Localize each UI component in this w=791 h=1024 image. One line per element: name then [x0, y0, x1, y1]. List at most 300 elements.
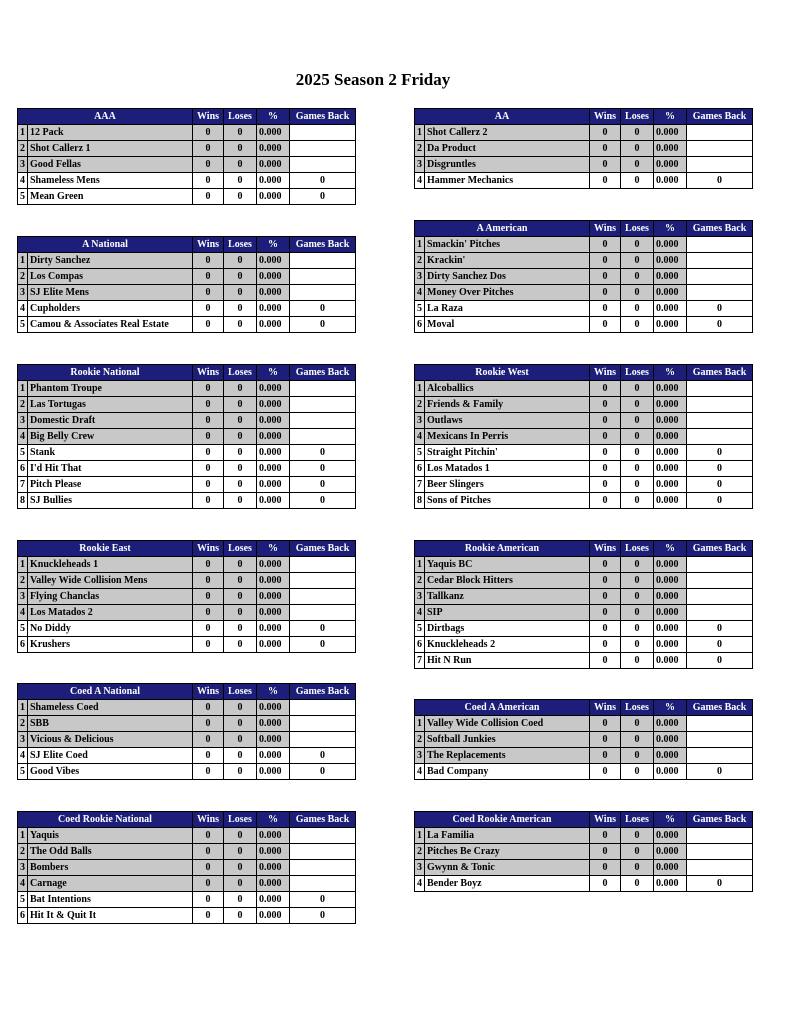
pct-cell: 0.000 — [257, 397, 290, 413]
table-row — [18, 605, 356, 621]
team-name-cell: SJ Bullies — [28, 493, 193, 509]
pct-cell: 0.000 — [257, 461, 290, 477]
rank-cell: 4 — [415, 876, 425, 892]
rank-cell: 1 — [415, 828, 425, 844]
wins-cell: 0 — [193, 892, 224, 908]
games-back-cell — [687, 748, 753, 764]
rank-cell: 3 — [18, 589, 28, 605]
rank-cell: 4 — [18, 748, 28, 764]
loses-cell: 0 — [224, 732, 257, 748]
loses-cell: 0 — [621, 269, 654, 285]
team-name-cell: 12 Pack — [28, 125, 193, 141]
wins-cell: 0 — [193, 269, 224, 285]
pct-cell: 0.000 — [257, 828, 290, 844]
pct-cell: 0.000 — [257, 269, 290, 285]
rank-cell: 1 — [18, 557, 28, 573]
rank-cell: 4 — [18, 605, 28, 621]
table-row — [18, 732, 356, 748]
games-back-cell — [290, 285, 356, 301]
pct-header: % — [654, 109, 687, 125]
wins-cell: 0 — [590, 748, 621, 764]
pct-cell: 0.000 — [654, 397, 687, 413]
wins-header: Wins — [590, 812, 621, 828]
division-name: A American — [415, 221, 590, 237]
team-name-cell: Krushers — [28, 637, 193, 653]
games-back-cell — [290, 876, 356, 892]
loses-cell: 0 — [224, 477, 257, 493]
wins-cell: 0 — [590, 397, 621, 413]
pct-header: % — [654, 541, 687, 557]
pct-cell: 0.000 — [654, 828, 687, 844]
table-row — [18, 381, 356, 397]
pct-cell: 0.000 — [257, 637, 290, 653]
wins-cell: 0 — [590, 557, 621, 573]
pct-cell: 0.000 — [257, 429, 290, 445]
team-name-cell: The Odd Balls — [28, 844, 193, 860]
pct-cell: 0.000 — [257, 764, 290, 780]
table-header-row — [415, 221, 753, 237]
loses-cell: 0 — [224, 573, 257, 589]
loses-cell: 0 — [224, 860, 257, 876]
team-name-cell: Shot Callerz 2 — [425, 125, 590, 141]
games-back-cell: 0 — [290, 445, 356, 461]
table-header-row — [18, 109, 356, 125]
loses-cell: 0 — [224, 189, 257, 205]
wins-cell: 0 — [590, 429, 621, 445]
loses-cell: 0 — [224, 285, 257, 301]
games-back-cell — [687, 860, 753, 876]
table-row — [18, 429, 356, 445]
games-back-cell — [687, 397, 753, 413]
pct-cell: 0.000 — [654, 237, 687, 253]
games-back-header: Games Back — [290, 812, 356, 828]
games-back-cell: 0 — [687, 173, 753, 189]
wins-cell: 0 — [590, 860, 621, 876]
table-row — [18, 764, 356, 780]
pct-cell: 0.000 — [654, 493, 687, 509]
rank-cell: 2 — [18, 844, 28, 860]
wins-cell: 0 — [590, 237, 621, 253]
table-row — [415, 429, 753, 445]
games-back-cell — [290, 700, 356, 716]
division-name: Rookie West — [415, 365, 590, 381]
loses-cell: 0 — [621, 445, 654, 461]
wins-header: Wins — [193, 237, 224, 253]
team-name-cell: Yaquis — [28, 828, 193, 844]
table-header-row — [18, 541, 356, 557]
games-back-cell: 0 — [290, 493, 356, 509]
pct-cell: 0.000 — [257, 892, 290, 908]
team-name-cell: Bender Boyz — [425, 876, 590, 892]
wins-cell: 0 — [193, 285, 224, 301]
loses-header: Loses — [224, 237, 257, 253]
wins-cell: 0 — [193, 301, 224, 317]
wins-cell: 0 — [590, 621, 621, 637]
team-name-cell: Sons of Pitches — [425, 493, 590, 509]
table-row — [415, 253, 753, 269]
table-row — [415, 141, 753, 157]
loses-cell: 0 — [224, 605, 257, 621]
table-row — [18, 413, 356, 429]
loses-cell: 0 — [621, 637, 654, 653]
pct-header: % — [654, 700, 687, 716]
rank-cell: 4 — [415, 764, 425, 780]
team-name-cell: Cupholders — [28, 301, 193, 317]
games-back-header: Games Back — [687, 812, 753, 828]
loses-cell: 0 — [224, 397, 257, 413]
table-row — [18, 445, 356, 461]
rank-cell: 6 — [415, 637, 425, 653]
pct-cell: 0.000 — [257, 141, 290, 157]
pct-cell: 0.000 — [654, 621, 687, 637]
standings-table-aaa — [17, 108, 356, 205]
team-name-cell: Money Over Pitches — [425, 285, 590, 301]
table-row — [415, 860, 753, 876]
table-row — [18, 908, 356, 924]
games-back-cell — [687, 716, 753, 732]
pct-cell: 0.000 — [654, 764, 687, 780]
loses-cell: 0 — [621, 844, 654, 860]
rank-cell: 1 — [18, 700, 28, 716]
pct-cell: 0.000 — [257, 844, 290, 860]
pct-cell: 0.000 — [654, 141, 687, 157]
loses-cell: 0 — [621, 477, 654, 493]
rank-cell: 3 — [415, 413, 425, 429]
wins-cell: 0 — [193, 557, 224, 573]
wins-cell: 0 — [590, 141, 621, 157]
games-back-header: Games Back — [290, 684, 356, 700]
wins-cell: 0 — [193, 125, 224, 141]
table-row — [18, 573, 356, 589]
loses-cell: 0 — [224, 125, 257, 141]
loses-cell: 0 — [621, 589, 654, 605]
loses-header: Loses — [621, 812, 654, 828]
rank-cell: 2 — [415, 253, 425, 269]
table-row — [18, 173, 356, 189]
table-header-row — [18, 365, 356, 381]
loses-header: Loses — [621, 109, 654, 125]
pct-cell: 0.000 — [257, 860, 290, 876]
table-row — [415, 605, 753, 621]
loses-cell: 0 — [621, 125, 654, 141]
table-row — [415, 653, 753, 669]
rank-cell: 3 — [18, 413, 28, 429]
loses-cell: 0 — [224, 748, 257, 764]
team-name-cell: Phantom Troupe — [28, 381, 193, 397]
division-name: Rookie National — [18, 365, 193, 381]
wins-cell: 0 — [193, 445, 224, 461]
team-name-cell: Las Tortugas — [28, 397, 193, 413]
team-name-cell: SIP — [425, 605, 590, 621]
pct-cell: 0.000 — [654, 429, 687, 445]
pct-cell: 0.000 — [654, 876, 687, 892]
wins-cell: 0 — [590, 413, 621, 429]
table-row — [18, 493, 356, 509]
team-name-cell: Hammer Mechanics — [425, 173, 590, 189]
rank-cell: 4 — [415, 285, 425, 301]
pct-cell: 0.000 — [654, 253, 687, 269]
table-row — [415, 589, 753, 605]
pct-cell: 0.000 — [654, 637, 687, 653]
wins-cell: 0 — [193, 157, 224, 173]
wins-cell: 0 — [193, 605, 224, 621]
table-row — [415, 621, 753, 637]
table-row — [18, 716, 356, 732]
page-title: 2025 Season 2 Friday — [295, 70, 451, 89]
pct-cell: 0.000 — [257, 732, 290, 748]
loses-cell: 0 — [224, 589, 257, 605]
games-back-cell — [687, 413, 753, 429]
wins-cell: 0 — [590, 637, 621, 653]
loses-cell: 0 — [224, 141, 257, 157]
wins-header: Wins — [193, 365, 224, 381]
table-row — [18, 141, 356, 157]
division-name: A National — [18, 237, 193, 253]
table-row — [18, 125, 356, 141]
loses-cell: 0 — [224, 429, 257, 445]
wins-cell: 0 — [193, 189, 224, 205]
wins-cell: 0 — [590, 764, 621, 780]
loses-cell: 0 — [621, 253, 654, 269]
team-name-cell: Big Belly Crew — [28, 429, 193, 445]
rank-cell: 2 — [18, 141, 28, 157]
table-row — [18, 828, 356, 844]
table-row — [18, 317, 356, 333]
games-back-header: Games Back — [687, 365, 753, 381]
games-back-cell: 0 — [290, 173, 356, 189]
rank-cell: 7 — [415, 653, 425, 669]
standings-table-coed-a-national — [17, 683, 356, 780]
pct-header: % — [257, 541, 290, 557]
games-back-header: Games Back — [687, 221, 753, 237]
rank-cell: 1 — [415, 557, 425, 573]
wins-cell: 0 — [193, 493, 224, 509]
games-back-cell — [290, 381, 356, 397]
pct-cell: 0.000 — [654, 589, 687, 605]
pct-cell: 0.000 — [257, 557, 290, 573]
loses-cell: 0 — [621, 285, 654, 301]
team-name-cell: Mexicans In Perris — [425, 429, 590, 445]
loses-cell: 0 — [621, 748, 654, 764]
table-row — [18, 189, 356, 205]
team-name-cell: Cedar Block Hitters — [425, 573, 590, 589]
table-row — [415, 477, 753, 493]
rank-cell: 4 — [18, 173, 28, 189]
table-row — [415, 748, 753, 764]
loses-cell: 0 — [621, 876, 654, 892]
team-name-cell: Valley Wide Collision Mens — [28, 573, 193, 589]
team-name-cell: La Familia — [425, 828, 590, 844]
loses-cell: 0 — [621, 653, 654, 669]
table-row — [415, 732, 753, 748]
loses-cell: 0 — [224, 876, 257, 892]
rank-cell: 6 — [415, 461, 425, 477]
wins-cell: 0 — [193, 908, 224, 924]
team-name-cell: Da Product — [425, 141, 590, 157]
rank-cell: 4 — [18, 876, 28, 892]
table-header-row — [415, 365, 753, 381]
wins-cell: 0 — [193, 828, 224, 844]
table-row — [18, 557, 356, 573]
standings-table-aa — [414, 108, 753, 189]
wins-cell: 0 — [193, 141, 224, 157]
loses-cell: 0 — [224, 493, 257, 509]
team-name-cell: La Raza — [425, 301, 590, 317]
pct-cell: 0.000 — [654, 445, 687, 461]
pct-cell: 0.000 — [654, 653, 687, 669]
loses-cell: 0 — [621, 621, 654, 637]
table-row — [18, 876, 356, 892]
rank-cell: 7 — [415, 477, 425, 493]
standings-table-rookie-national — [17, 364, 356, 509]
wins-cell: 0 — [193, 477, 224, 493]
team-name-cell: Disgruntles — [425, 157, 590, 173]
pct-cell: 0.000 — [654, 557, 687, 573]
loses-cell: 0 — [621, 732, 654, 748]
team-name-cell: Los Matados 1 — [425, 461, 590, 477]
pct-header: % — [257, 109, 290, 125]
team-name-cell: Bat Intentions — [28, 892, 193, 908]
loses-cell: 0 — [621, 860, 654, 876]
table-row — [415, 269, 753, 285]
wins-cell: 0 — [193, 748, 224, 764]
wins-cell: 0 — [590, 301, 621, 317]
loses-cell: 0 — [621, 141, 654, 157]
table-row — [415, 125, 753, 141]
rank-cell: 1 — [18, 253, 28, 269]
wins-cell: 0 — [193, 764, 224, 780]
games-back-cell — [687, 573, 753, 589]
division-name: Coed Rookie American — [415, 812, 590, 828]
rank-cell: 1 — [415, 237, 425, 253]
table-row — [415, 557, 753, 573]
rank-cell: 2 — [415, 844, 425, 860]
standings-table-rookie-american — [414, 540, 753, 669]
rank-cell: 6 — [415, 317, 425, 333]
wins-cell: 0 — [590, 125, 621, 141]
loses-cell: 0 — [621, 157, 654, 173]
team-name-cell: Carnage — [28, 876, 193, 892]
wins-cell: 0 — [590, 493, 621, 509]
games-back-cell — [687, 828, 753, 844]
loses-cell: 0 — [621, 557, 654, 573]
games-back-cell — [687, 557, 753, 573]
pct-cell: 0.000 — [257, 700, 290, 716]
pct-cell: 0.000 — [654, 605, 687, 621]
games-back-cell — [290, 269, 356, 285]
table-row — [415, 828, 753, 844]
pct-cell: 0.000 — [257, 605, 290, 621]
pct-header: % — [257, 684, 290, 700]
table-row — [415, 637, 753, 653]
team-name-cell: Los Compas — [28, 269, 193, 285]
games-back-cell — [290, 589, 356, 605]
wins-cell: 0 — [590, 876, 621, 892]
standings-table-rookie-east — [17, 540, 356, 653]
rank-cell: 6 — [18, 461, 28, 477]
pct-cell: 0.000 — [257, 285, 290, 301]
pct-cell: 0.000 — [257, 125, 290, 141]
games-back-cell — [290, 125, 356, 141]
pct-cell: 0.000 — [654, 716, 687, 732]
team-name-cell: Bad Company — [425, 764, 590, 780]
table-row — [415, 876, 753, 892]
pct-cell: 0.000 — [654, 285, 687, 301]
pct-cell: 0.000 — [257, 173, 290, 189]
loses-header: Loses — [224, 684, 257, 700]
rank-cell: 2 — [415, 397, 425, 413]
games-back-header: Games Back — [290, 541, 356, 557]
wins-header: Wins — [193, 684, 224, 700]
division-name: Coed A American — [415, 700, 590, 716]
games-back-cell: 0 — [687, 317, 753, 333]
team-name-cell: Valley Wide Collision Coed — [425, 716, 590, 732]
rank-cell: 3 — [18, 732, 28, 748]
loses-cell: 0 — [621, 381, 654, 397]
loses-header: Loses — [224, 365, 257, 381]
pct-cell: 0.000 — [654, 413, 687, 429]
rank-cell: 3 — [18, 157, 28, 173]
wins-cell: 0 — [193, 844, 224, 860]
rank-cell: 5 — [415, 621, 425, 637]
wins-header: Wins — [193, 109, 224, 125]
wins-cell: 0 — [590, 605, 621, 621]
team-name-cell: Moval — [425, 317, 590, 333]
team-name-cell: Knuckleheads 1 — [28, 557, 193, 573]
pct-cell: 0.000 — [257, 716, 290, 732]
pct-cell: 0.000 — [654, 461, 687, 477]
wins-cell: 0 — [193, 173, 224, 189]
team-name-cell: Dirty Sanchez Dos — [425, 269, 590, 285]
team-name-cell: Dirty Sanchez — [28, 253, 193, 269]
pct-cell: 0.000 — [257, 908, 290, 924]
wins-header: Wins — [193, 812, 224, 828]
games-back-cell: 0 — [290, 301, 356, 317]
games-back-cell: 0 — [687, 461, 753, 477]
team-name-cell: Alcoballics — [425, 381, 590, 397]
games-back-header: Games Back — [290, 237, 356, 253]
rank-cell: 4 — [415, 173, 425, 189]
table-row — [18, 748, 356, 764]
pct-cell: 0.000 — [654, 125, 687, 141]
table-row — [415, 573, 753, 589]
team-name-cell: SBB — [28, 716, 193, 732]
wins-cell: 0 — [193, 413, 224, 429]
games-back-cell — [687, 844, 753, 860]
rank-cell: 6 — [18, 908, 28, 924]
games-back-cell — [687, 589, 753, 605]
table-row — [415, 445, 753, 461]
wins-cell: 0 — [193, 589, 224, 605]
rank-cell: 1 — [18, 828, 28, 844]
wins-cell: 0 — [590, 844, 621, 860]
table-row — [18, 700, 356, 716]
games-back-cell: 0 — [290, 621, 356, 637]
pct-cell: 0.000 — [257, 477, 290, 493]
wins-cell: 0 — [590, 716, 621, 732]
wins-header: Wins — [590, 541, 621, 557]
division-name: Rookie American — [415, 541, 590, 557]
wins-cell: 0 — [193, 573, 224, 589]
table-row — [18, 397, 356, 413]
loses-cell: 0 — [224, 445, 257, 461]
games-back-cell — [290, 157, 356, 173]
loses-header: Loses — [621, 365, 654, 381]
games-back-cell: 0 — [687, 653, 753, 669]
pct-cell: 0.000 — [257, 381, 290, 397]
loses-header: Loses — [621, 221, 654, 237]
loses-cell: 0 — [224, 621, 257, 637]
